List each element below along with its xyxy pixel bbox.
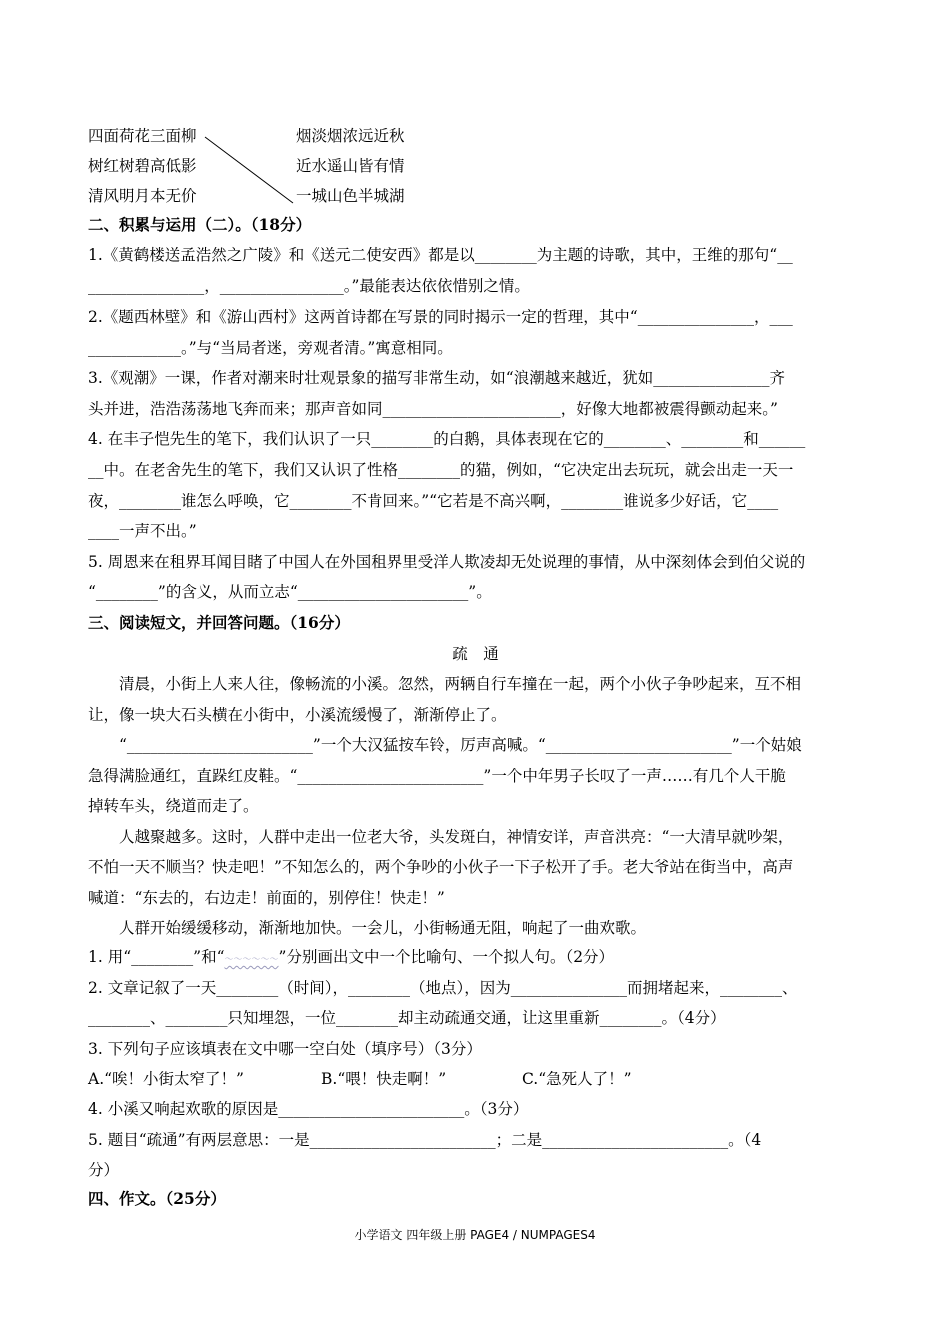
section2-line-10: ____一声不出。” bbox=[88, 522, 197, 540]
question-1-part-b: ”分别画出文中一个比喻句、一个拟人句。（2分） bbox=[278, 948, 615, 966]
section2-line-1: 1.《黄鹤楼送孟浩然之广陵》和《送元二使安西》都是以________为主题的诗歌，其中，王维的那句“__ bbox=[88, 246, 793, 264]
section2-line-9: 夜，________谁怎么呼唤，它________不肯回来。”“它若是不高兴啊，________谁说多少好话，它____ bbox=[88, 492, 779, 510]
section4-heading: 四、作文。（25分） bbox=[88, 1189, 226, 1208]
match-left-2: 树红树碧高低影 bbox=[88, 157, 197, 175]
passage-title: 疏 通 bbox=[452, 645, 499, 663]
match-right-3: 一城山色半城湖 bbox=[296, 187, 405, 205]
passage-line-3: “________________________”一个大汉猛按车铃，厉声高喊。“________________________”一个姑娘 bbox=[88, 736, 802, 754]
section2-line-4: ____________。”与“当局者迷，旁观者清。”寓意相同。 bbox=[88, 339, 453, 357]
passage-line-9: 人群开始缓缓移动，渐渐地加快。一会儿，小街畅通无阻，响起了一曲欢歌。 bbox=[88, 919, 647, 937]
match-right-1: 烟淡烟浓远近秋 bbox=[296, 127, 405, 145]
section2-line-12: “________”的含义，从而立志“______________________”。 bbox=[88, 583, 492, 601]
question-4: 4. 小溪又响起欢歌的原因是________________________。（3分） bbox=[88, 1100, 529, 1118]
question-3: 3. 下列句子应该填表在文中哪一空白处（填序号）（3分） bbox=[88, 1040, 482, 1058]
question-1 bbox=[88, 947, 863, 970]
passage-line-4: 急得满脸通红，直跺红皮鞋。“________________________”一个中年男子长叹了一声……有几个人干脆 bbox=[88, 767, 786, 785]
question-2-line-1: 2. 文章记叙了一天________（时间），________（地点），因为_______________而拥堵起来，________、 bbox=[88, 979, 798, 997]
passage-line-1: 清晨，小街上人来人往，像畅流的小溪。忽然，两辆自行车撞在一起，两个小伙子争吵起来，互不相 bbox=[88, 675, 802, 693]
passage-line-5: 掉转车头，绕道而走了。 bbox=[88, 797, 259, 815]
passage-line-6: 人越聚越多。这时，人群中走出一位老大爷，头发斑白，神情安详，声音洪亮：“一大清早就吵架， bbox=[88, 828, 794, 846]
question-5-cont: 分） bbox=[88, 1161, 120, 1179]
question-2-line-2: ________、________只知埋怨，一位________却主动疏通交通，让这里重新________。（4分） bbox=[88, 1009, 726, 1027]
option-c: C.“急死人了！” bbox=[522, 1070, 632, 1088]
match-left-3: 清风明月本无价 bbox=[88, 187, 197, 205]
section2-line-5: 3.《观潮》一课，作者对潮来时壮观景象的描写非常生动，如“浪潮越来越近，犹如_______________齐 bbox=[88, 369, 785, 387]
section2-line-6: 头并进，浩浩荡荡地飞奔而来；那声音如同_______________________，好像大地都被震得颤动起来。” bbox=[88, 400, 778, 418]
question-5: 5. 题目“疏通”有两层意思：一是________________________；二是________________________。（4 bbox=[88, 1131, 762, 1149]
section2-line-3: 2.《题西林壁》和《游山西村》这两首诗都在写景的同时揭示一定的哲理，其中“_______________，___ bbox=[88, 308, 793, 326]
option-b: B.“喂！快走啊！” bbox=[321, 1070, 447, 1088]
section2-line-7: 4. 在丰子恺先生的笔下，我们认识了一只________的白鹅，具体表现在它的________、________和______ bbox=[88, 430, 806, 448]
match-left-1: 四面荷花三面柳 bbox=[88, 127, 197, 145]
section2-line-11: 5. 周恩来在租界耳闻目睹了中国人在外国租界里受洋人欺凌却无处说理的事情，从中深刻体会到伯父说的 bbox=[88, 553, 806, 571]
option-a: A.“唉！小街太窄了！” bbox=[88, 1070, 244, 1088]
passage-line-2: 让，像一块大石头横在小街中，小溪流缓慢了，渐渐停止了。 bbox=[88, 706, 507, 724]
question-1-part-a: 1. 用“________”和“ bbox=[88, 948, 225, 966]
passage-line-8: 喊道：“东去的，右边走！前面的，别停住！快走！” bbox=[88, 889, 445, 907]
page-footer: 小学语文 四年级上册 PAGE4 / NUMPAGES4 bbox=[354, 1228, 596, 1242]
section2-line-8: __中。在老舍先生的笔下，我们又认识了性格________的猫，例如，“它决定出去玩玩，就会出走一天一 bbox=[88, 461, 794, 479]
match-right-2: 近水遥山皆有情 bbox=[296, 157, 405, 175]
passage-line-7: 不怕一天不顺当？快走吧！”不知怎么的，两个争吵的小伙子一下子松开了手。老大爷站在街当中，高声 bbox=[88, 858, 794, 876]
wavy-underline-sample: ～～～～～～ bbox=[224, 955, 279, 965]
section2-line-2: _______________，________________。”最能表达依依惜别之情。 bbox=[88, 277, 530, 295]
section3-heading: 三、阅读短文，并回答问题。（16分） bbox=[88, 613, 350, 632]
section2-heading: 二、积累与运用（二）。（18分） bbox=[88, 215, 312, 234]
